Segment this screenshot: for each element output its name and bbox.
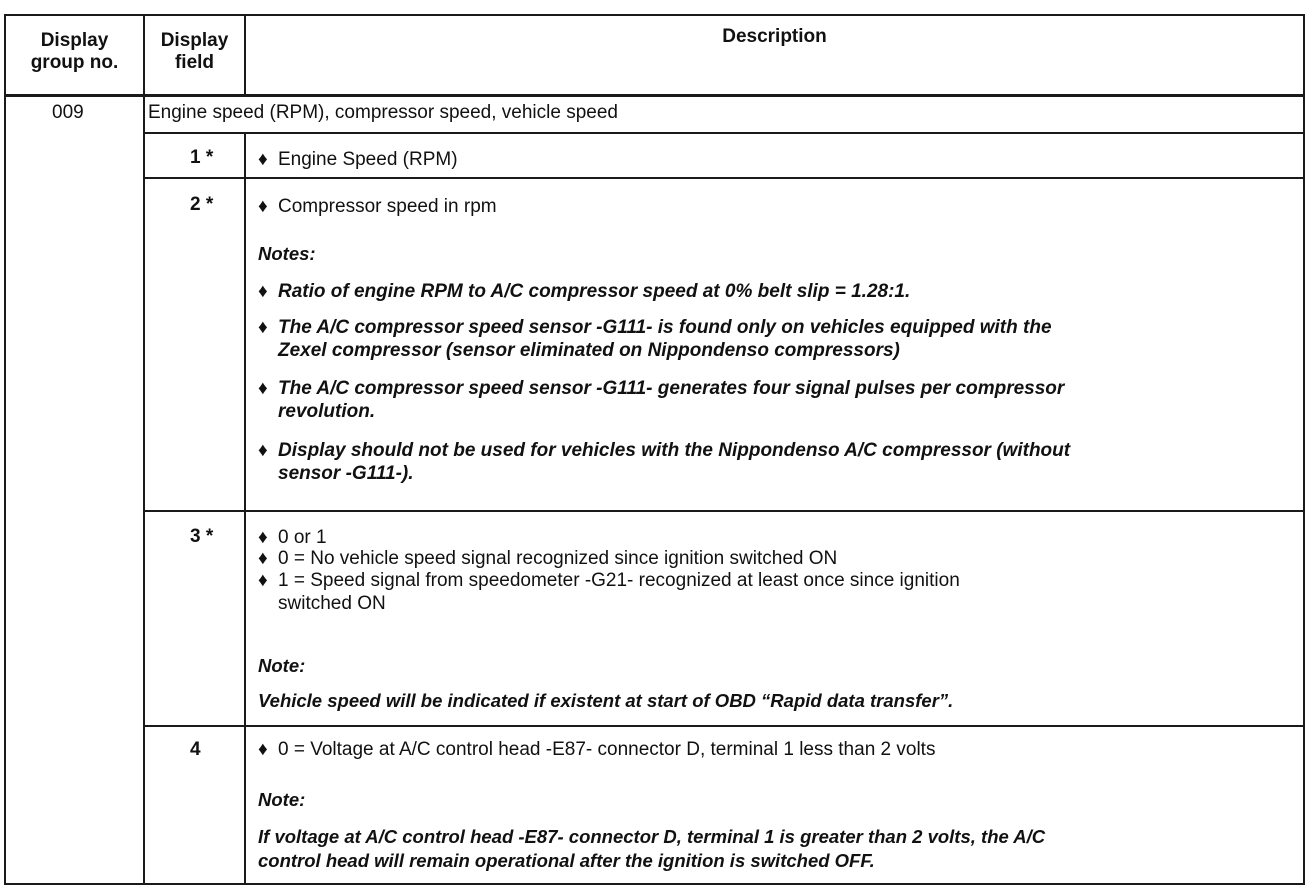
field-1: 1 *	[190, 147, 214, 168]
table-border-left	[4, 14, 6, 885]
group-title: Engine speed (RPM), compressor speed, vehicle speed	[148, 102, 618, 123]
field-3-bullet-3: ♦ 1 = Speed signal from speedometer -G21- recognized at least once since ignition switched ON	[258, 570, 960, 614]
field-4-note-label: Note:	[258, 789, 306, 810]
diagnostic-table	[4, 14, 1305, 885]
bullet-icon: ♦	[258, 548, 268, 569]
field-3: 3 *	[190, 526, 214, 547]
bullet-icon: ♦	[258, 440, 268, 461]
field-2-bullet: ♦ Compressor speed in rpm	[258, 196, 497, 217]
field-3-note-text: Vehicle speed will be indicated if existent at start of OBD “Rapid data transfer”.	[258, 690, 954, 711]
bullet-icon: ♦	[258, 317, 268, 338]
col-divider-2	[244, 132, 246, 885]
header-bottom-line	[4, 94, 1305, 97]
field-4: 4	[190, 739, 201, 760]
table-border-top	[4, 14, 1305, 16]
header-display-group: Display group no.	[30, 30, 119, 73]
bullet-icon: ♦	[258, 281, 268, 302]
bullet-icon: ♦	[258, 149, 268, 170]
group-number: 009	[52, 102, 84, 123]
field-3-bullet-2: ♦ 0 = No vehicle speed signal recognized since ignition switched ON	[258, 548, 838, 569]
table-border-bottom	[4, 883, 1305, 885]
col-divider-1	[143, 14, 145, 885]
group-title-line	[143, 132, 1305, 134]
table-border-right	[1303, 14, 1305, 885]
bullet-icon: ♦	[258, 196, 268, 217]
field-2-notes-label: Notes:	[258, 243, 316, 264]
field-2-note-3: ♦ The A/C compressor speed sensor -G111- generates four signal pulses per compressor revolution.	[258, 378, 1065, 422]
row-line-1	[143, 177, 1305, 179]
field-2-note-4: ♦ Display should not be used for vehicles with the Nippondenso A/C compressor (without sensor -G111-).	[258, 440, 1071, 484]
row-line-3	[143, 725, 1305, 727]
bullet-icon: ♦	[258, 527, 268, 548]
bullet-icon: ♦	[258, 570, 268, 591]
bullet-icon: ♦	[258, 378, 268, 399]
bullet-icon: ♦	[258, 739, 268, 760]
field-2: 2 *	[190, 194, 214, 215]
field-1-bullet: ♦ Engine Speed (RPM)	[258, 149, 458, 170]
field-4-bullet: ♦ 0 = Voltage at A/C control head -E87- connector D, terminal 1 less than 2 volts	[258, 739, 936, 760]
field-2-note-1: ♦ Ratio of engine RPM to A/C compressor speed at 0% belt slip = 1.28:1.	[258, 281, 911, 302]
header-description: Description	[722, 26, 827, 47]
field-4-note-text: If voltage at A/C control head -E87- connector D, terminal 1 is greater than 2 volts, the A/C control head will remain operational after the ignition is switched OFF.	[258, 826, 1046, 871]
field-2-note-2: ♦ The A/C compressor speed sensor -G111- is found only on vehicles equipped with the Zexel compressor (sensor eliminated on Nippondenso compressors)	[258, 317, 1052, 361]
field-3-bullet-1: ♦ 0 or 1	[258, 527, 327, 548]
header-display-field: Display field	[160, 30, 229, 73]
row-line-2	[143, 510, 1305, 512]
field-3-note-label: Note:	[258, 655, 306, 676]
